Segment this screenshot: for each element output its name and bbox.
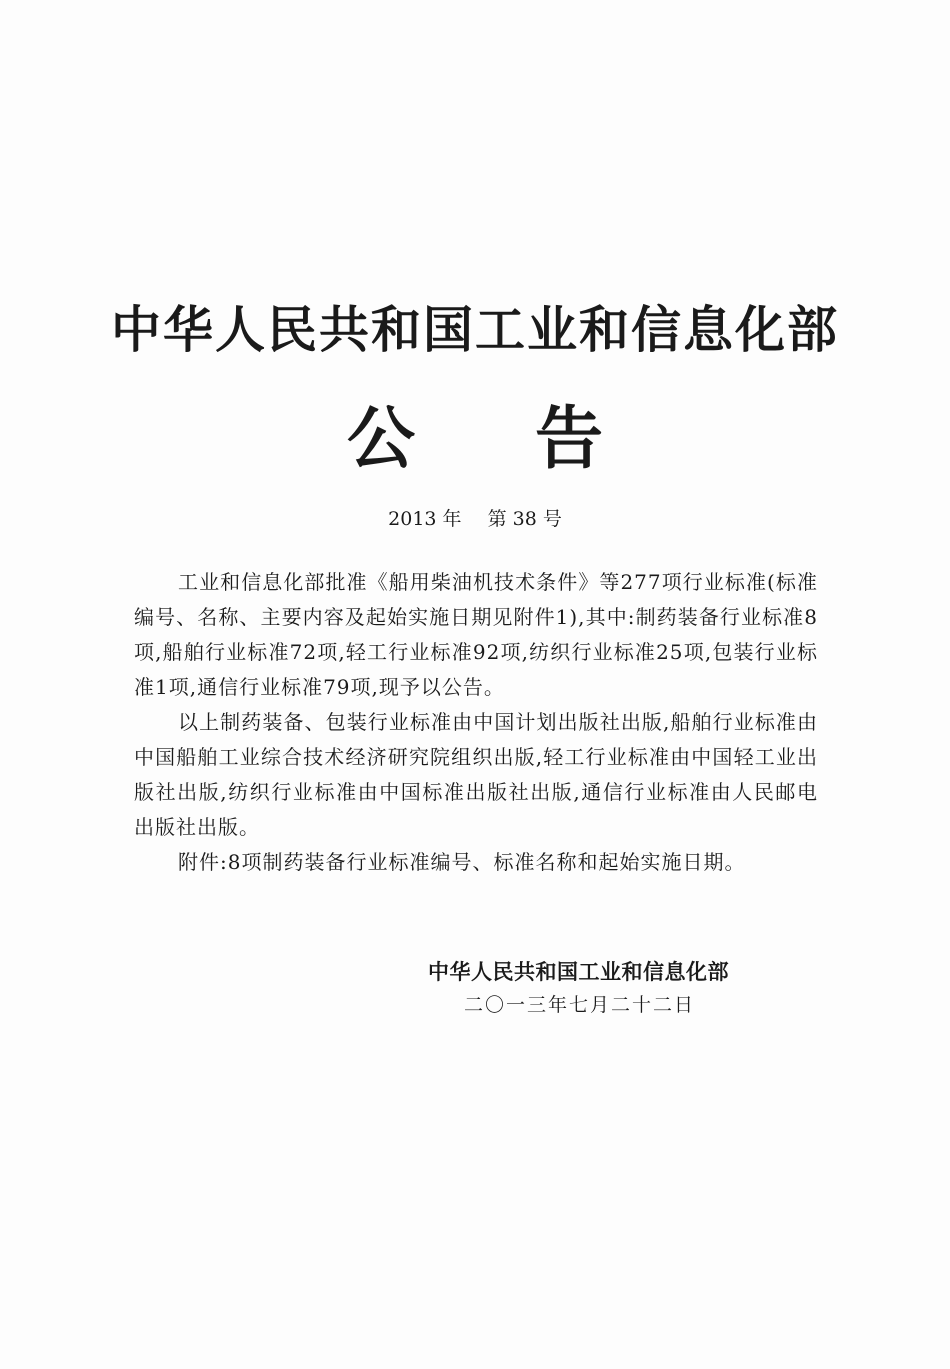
document-year: 2013 年	[388, 508, 462, 530]
document-number-line	[0, 507, 950, 531]
signature-date: 二〇一三年七月二十二日	[464, 994, 696, 1016]
signature-organization: 中华人民共和国工业和信息化部	[428, 960, 729, 984]
body-paragraph-2: 以上制药装备、包装行业标准由中国计划出版社出版,船舶行业标准由中国船舶工业综合技术经济研究院组织出版,轻工行业标准由中国轻工业出版社出版,纺织行业标准由中国标准出版社出版,通信行业标准由人民邮电出版社出版。	[134, 710, 818, 839]
signature-block	[428, 958, 768, 1018]
body-paragraph-1: 工业和信息化部批准《船用柴油机技术条件》等277项行业标准(标准编号、名称、主要内容及起始实施日期见附件1),其中:制药装备行业标准8项,船舶行业标准72项,轻工行业标准92项,纺织行业标准25项,包装行业标准1项,通信行业标准79项,现予以公告。	[134, 570, 818, 699]
attachment-note: 附件:8项制药装备行业标准编号、标准名称和起始实施日期。	[178, 850, 746, 874]
document-type-heading: 公告	[346, 400, 723, 479]
issuing-organization-title: 中华人民共和国工业和信息化部	[111, 301, 839, 359]
announcement-body	[134, 565, 818, 880]
document-number: 第 38 号	[487, 508, 562, 530]
